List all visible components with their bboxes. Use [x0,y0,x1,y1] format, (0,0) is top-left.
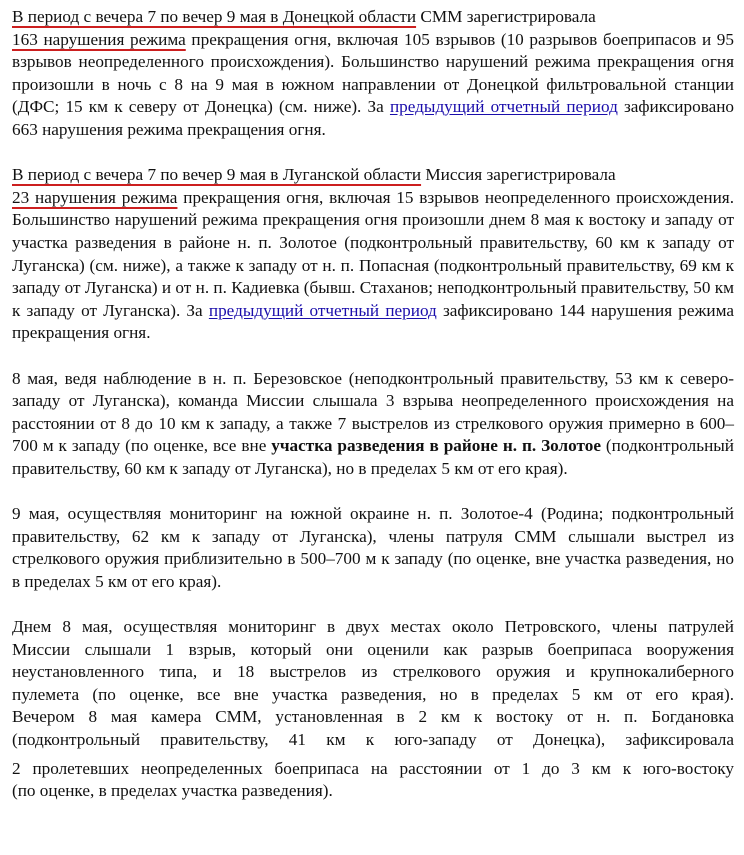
donetsk-text-1: СММ зарегистрировала [416,7,596,26]
luhansk-period-heading: В период с вечера 7 по вечер 9 мая в Луганской области [12,165,422,185]
donetsk-text-2: прекращения огня, включая 105 взрывов (10 разрывов боеприпасов и 95 взрывов неопределенного происхождения). Большинство нарушений режима прекращения огня произошли в ночь с 8 на 9 мая в южном направлении от Донецкой фильтровальной станции (ДФС; 15 км к северу от Донецка) (см. ниже). За [12,29,734,117]
petrovske-line-4: пулемета (по оценке, все вне участка разведения, но в пределах 5 км от его края). [12,684,734,704]
luhansk-text-2: прекращения огня, включая 15 взрывов неопределенного происхождения. Большинство нарушений режима прекращения огня произошли днем 8 мая к востоку и западу от участка разведения в районе н. п. Золотое (подконтрольный правительству, 60 км к западу от Луганска) (см. ниже), а также к западу от н. п. Попасная (подконтрольный правительству, 69 км к западу от Луганска) и от н. п. Кадиевка (бывш. Стаханов; неподконтрольный правительству, 50 км к западу от Луганска). За [12,187,734,320]
donetsk-violations-count: 163 нарушения режима [12,29,186,49]
petrovske-line-3: неустановленного типа, и 18 выстрелов из стрелкового оружия и крупнокалиберного [12,662,734,682]
donetsk-period-heading: В период с вечера 7 по вечер 9 мая в Донецкой области [12,7,417,26]
paragraph-donetsk [12,6,734,142]
petrovske-line-7: 2 пролетевших неопределенных боеприпаса на расстоянии от 1 до 3 км к юго-востоку [12,758,734,778]
berezovske-text-2: (подконтрольный правительству, 60 км к западу от Луганска), но в пределах 5 км от его края). [12,436,735,478]
paragraph-berezovske [12,368,734,481]
petrovske-line-1: Днем 8 мая, осуществляя мониторинг в двух местах около Петровского, члены патрулей [12,617,734,637]
petrovske-line-2: Миссии слышали 1 взрыв, который они оценили как разрыв боеприпаса вооружения [12,639,734,659]
paragraph-luhansk [12,164,734,345]
paragraph-petrovske [12,616,734,803]
zolote-4-text: 9 мая, осуществляя мониторинг на южной окраине н. п. Золотое-4 (Родина; подконтрольный правительству, 62 км к западу от Луганска), члены патруля СММ слышали выстрел из стрелкового оружия приблизительно в 500–700 м к западу (по оценке, вне участка разведения, но в пределах 5 км от его края). [12,504,734,591]
petrovske-line-5: Вечером 8 мая камера СММ, установленная в 2 км к востоку от н. п. Богдановка [12,707,734,727]
donetsk-previous-period-link[interactable]: предыдущий отчетный период [389,97,618,117]
luhansk-text-3: зафиксировано 144 нарушения режима прекращения огня. [12,300,734,343]
paragraph-zolote-4 [12,503,734,593]
petrovske-line-8: (по оценке, в пределах участка разведения). [12,781,333,801]
petrovske-line-6: (подконтрольный правительству, 41 км к юго-западу от Донецка), зафиксировала [12,730,734,749]
luhansk-violations-count: 23 нарушения режима [12,187,178,207]
luhansk-previous-period-link[interactable]: предыдущий отчетный период [208,300,437,320]
berezovske-text-1: 8 мая, ведя наблюдение в н. п. Березовское (неподконтрольный правительству, 53 км к северо-западу от Луганска), команда Миссии слышала 3 взрыва неопределенного происхождения на расстоянии от 8 до 10 км к западу, а также 7 выстрелов из стрелкового оружия примерно в 600–700 м к западу (по оценке, все вне [12,368,734,456]
donetsk-text-3: зафиксировано 663 нарушения режима прекращения огня. [12,97,734,139]
disengagement-area-zolote: участка разведения в районе н. п. Золотое [271,436,601,456]
luhansk-text-1: Миссия зарегистрировала [421,165,616,185]
